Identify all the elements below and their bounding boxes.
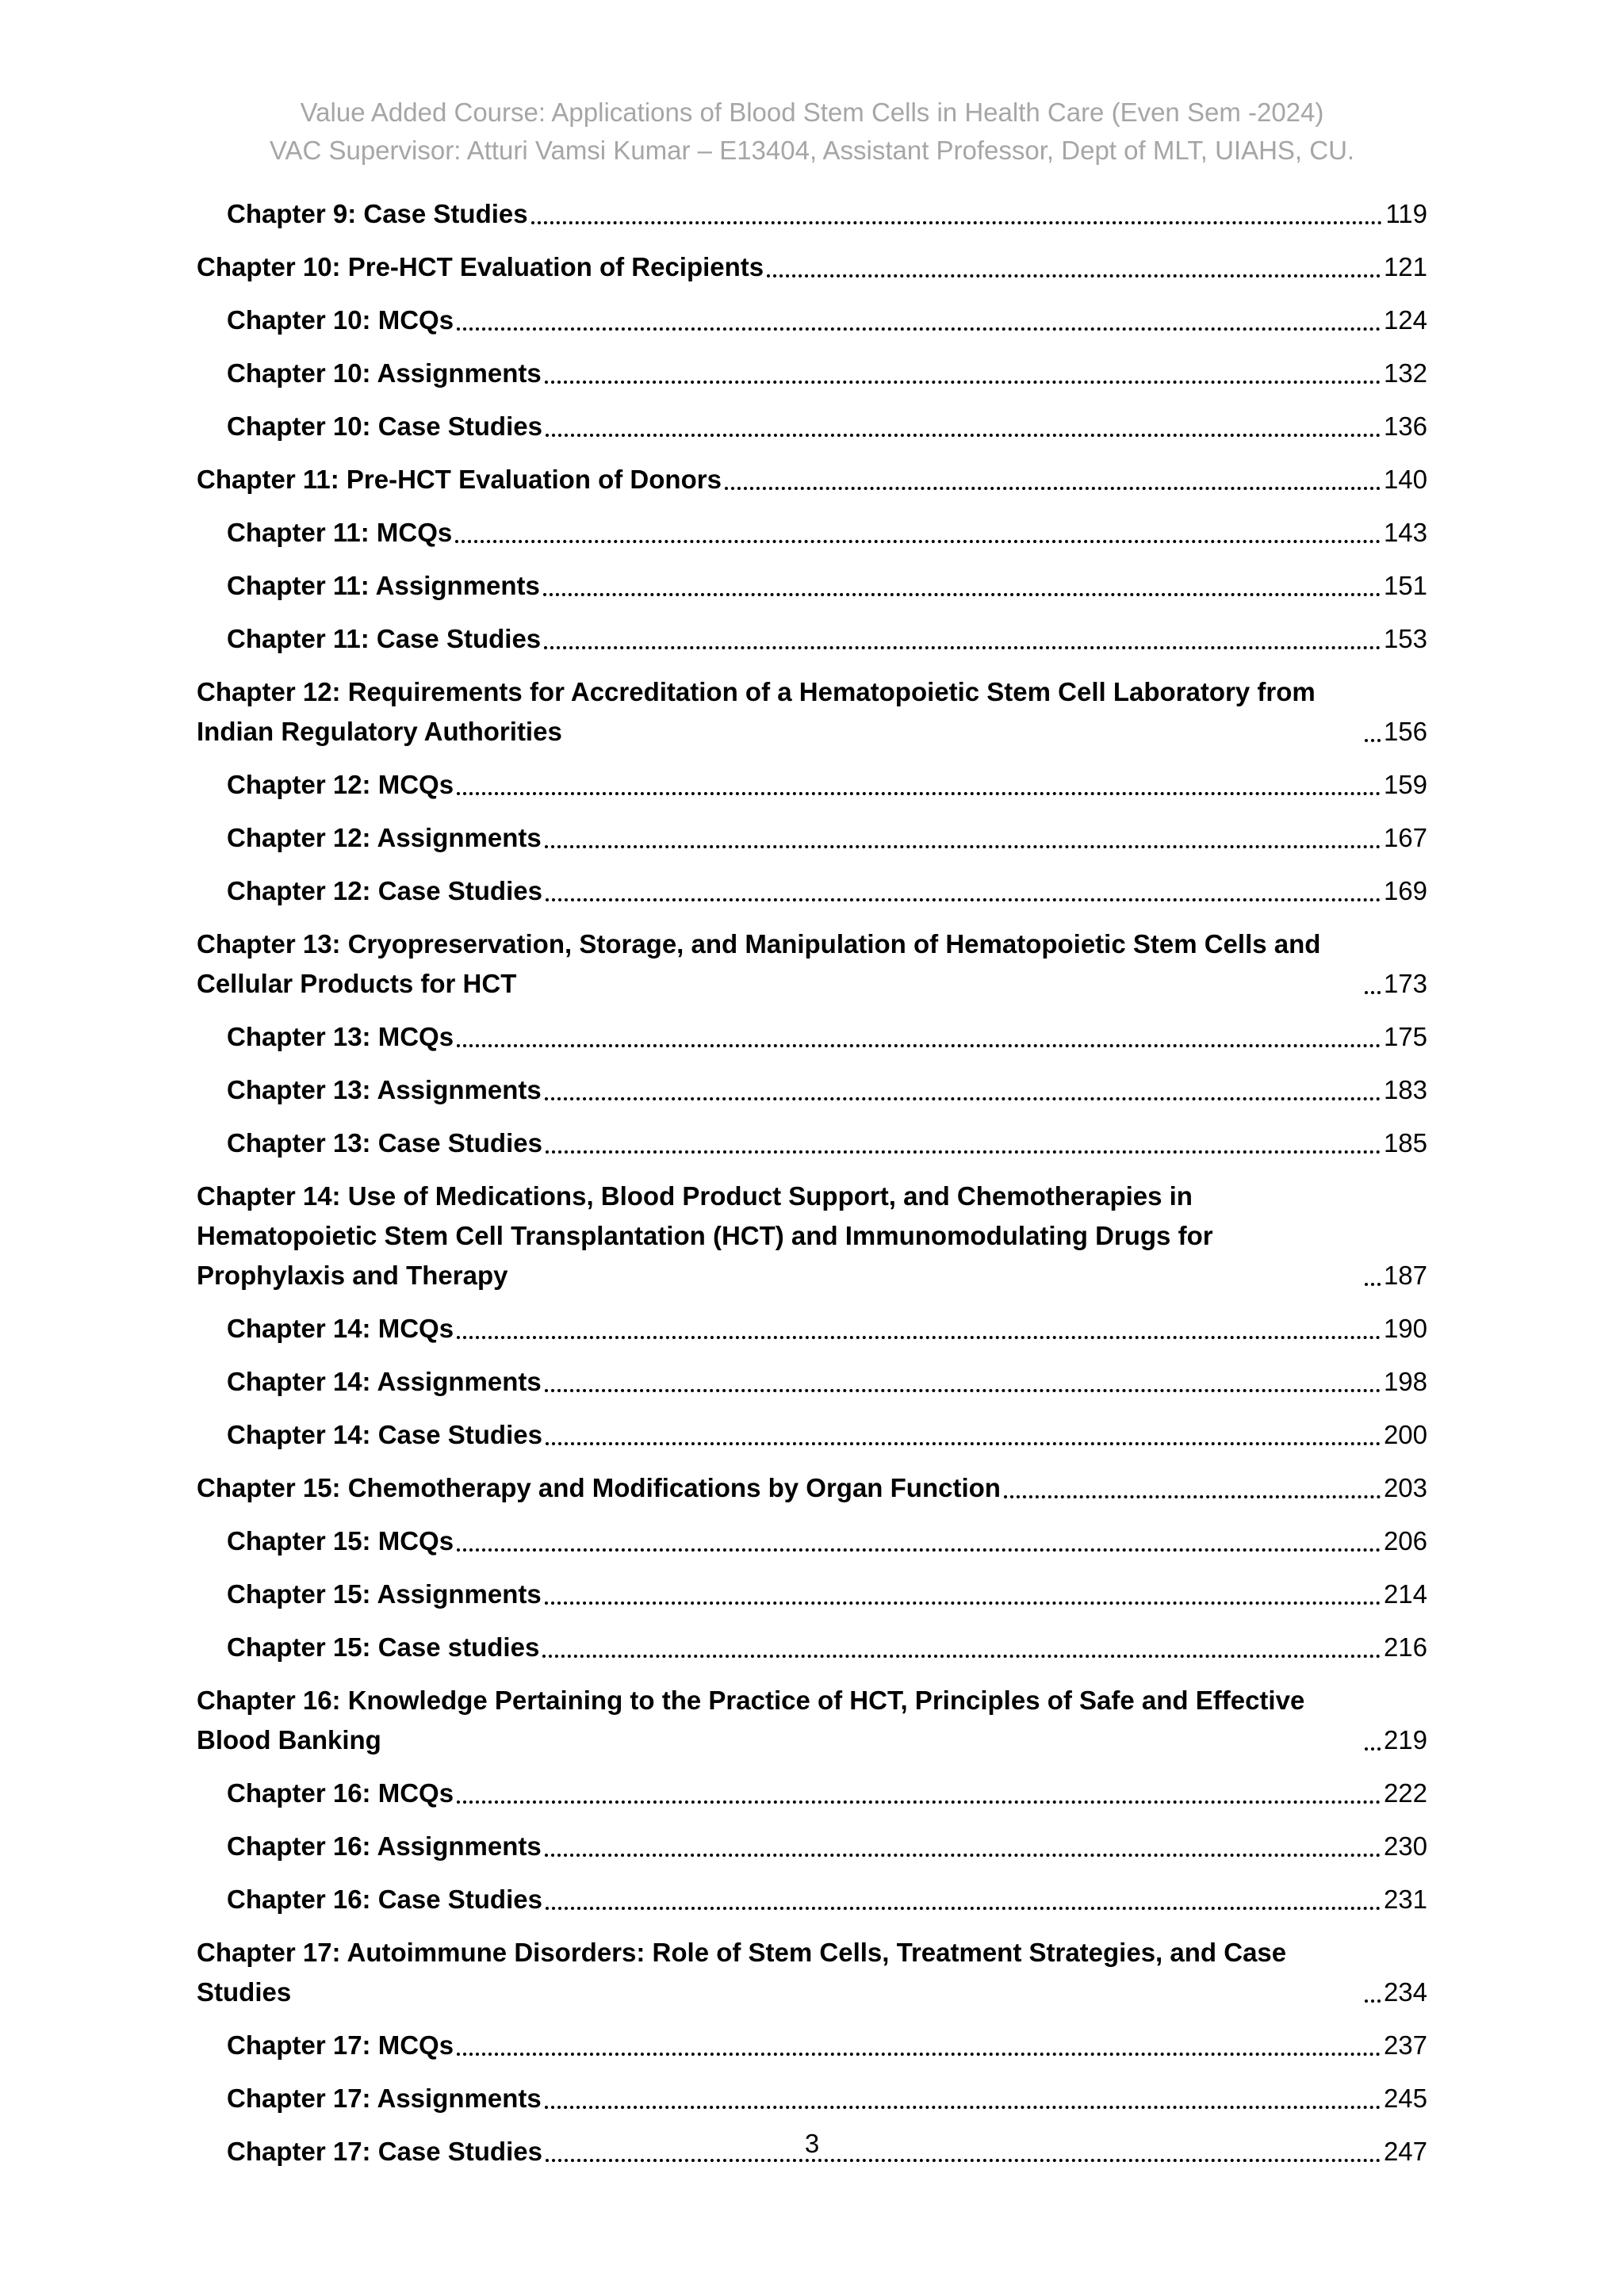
toc-entry[interactable] bbox=[197, 1362, 1427, 1402]
toc-entry-title: Chapter 16: Knowledge Pertaining to the Practice of HCT, Principles of Safe and Effective Blood Banking bbox=[197, 1686, 1305, 1755]
toc-entry[interactable] bbox=[197, 513, 1427, 553]
toc-entry[interactable] bbox=[197, 566, 1427, 606]
dot-leader bbox=[546, 1442, 1381, 1445]
toc-entry-title: Chapter 15: MCQs bbox=[227, 1526, 454, 1556]
dot-leader bbox=[542, 1655, 1381, 1658]
dot-leader bbox=[455, 540, 1381, 543]
toc-entry-page: 198 bbox=[1383, 1367, 1427, 1396]
toc-entry-title: Chapter 13: Cryopreservation, Storage, and Manipulation of Hematopoietic Stem Cells and Cellular Products for HCT bbox=[197, 929, 1321, 998]
dot-leader bbox=[546, 434, 1381, 437]
toc-entry-title: Chapter 12: Assignments bbox=[227, 823, 542, 852]
toc-entry-page: 214 bbox=[1383, 1579, 1427, 1609]
dot-leader bbox=[457, 1336, 1381, 1339]
toc-entry-title: Chapter 10: Pre-HCT Evaluation of Recipients bbox=[197, 252, 764, 281]
dot-leader bbox=[545, 845, 1381, 848]
dot-leader bbox=[1004, 1495, 1381, 1498]
toc-entry-page: 219 bbox=[1383, 1725, 1427, 1755]
toc-entry[interactable] bbox=[197, 1575, 1427, 1614]
toc-entry-page: 136 bbox=[1383, 411, 1427, 441]
dot-leader bbox=[543, 593, 1381, 596]
toc-entry-page: 206 bbox=[1383, 1526, 1427, 1556]
toc-entry[interactable] bbox=[197, 194, 1427, 234]
toc-entry-title: Chapter 9: Case Studies bbox=[227, 199, 528, 228]
table-of-contents bbox=[197, 194, 1427, 2185]
toc-entry[interactable] bbox=[197, 1177, 1427, 1295]
toc-entry-title: Chapter 15: Chemotherapy and Modifications by Organ Function bbox=[197, 1473, 1001, 1502]
dot-leader bbox=[531, 221, 1383, 224]
header-course-title: Value Added Course: Applications of Blood Stem Cells in Health Care (Even Sem -2024) bbox=[300, 98, 1324, 127]
toc-entry-page: 230 bbox=[1383, 1831, 1427, 1861]
toc-entry[interactable] bbox=[197, 1827, 1427, 1866]
toc-entry-page: 183 bbox=[1383, 1075, 1427, 1104]
dot-leader bbox=[545, 1389, 1381, 1392]
dot-leader bbox=[725, 487, 1381, 490]
dot-leader bbox=[457, 2053, 1381, 2056]
toc-entry-title: Chapter 17: MCQs bbox=[227, 2030, 454, 2060]
toc-entry-page: 247 bbox=[1383, 2137, 1427, 2166]
toc-entry-title: Chapter 13: MCQs bbox=[227, 1022, 454, 1051]
toc-entry-page: 156 bbox=[1383, 717, 1427, 746]
toc-entry[interactable] bbox=[197, 1774, 1427, 1813]
toc-entry-title: Chapter 15: Case studies bbox=[227, 1632, 540, 1662]
toc-entry-page: 203 bbox=[1383, 1473, 1427, 1502]
toc-entry-title: Chapter 11: Case Studies bbox=[227, 624, 542, 653]
toc-entry-title: Chapter 10: MCQs bbox=[227, 305, 454, 335]
toc-entry[interactable] bbox=[197, 1017, 1427, 1057]
toc-entry-title: Chapter 13: Case Studies bbox=[227, 1128, 542, 1158]
toc-entry-title: Chapter 10: Assignments bbox=[227, 358, 542, 388]
dot-leader bbox=[544, 646, 1381, 649]
toc-entry-title: Chapter 17: Case Studies bbox=[227, 2137, 542, 2166]
toc-entry[interactable] bbox=[197, 1309, 1427, 1349]
toc-entry-title: Chapter 14: Case Studies bbox=[227, 1420, 542, 1449]
toc-entry[interactable] bbox=[197, 1070, 1427, 1110]
toc-entry-page: 167 bbox=[1383, 823, 1427, 852]
toc-entry-title: Chapter 16: Assignments bbox=[227, 1831, 542, 1861]
toc-entry[interactable] bbox=[197, 1681, 1427, 1760]
toc-entry[interactable] bbox=[197, 871, 1427, 911]
toc-entry-page: 216 bbox=[1383, 1632, 1427, 1662]
toc-entry-page: 119 bbox=[1385, 199, 1427, 228]
dot-leader bbox=[546, 1907, 1381, 1910]
toc-entry-title: Chapter 11: Pre-HCT Evaluation of Donors bbox=[197, 465, 722, 494]
dot-leader bbox=[546, 2159, 1381, 2162]
dot-leader bbox=[545, 1097, 1381, 1100]
dot-leader bbox=[1365, 1999, 1381, 2003]
toc-entry[interactable] bbox=[197, 924, 1427, 1004]
toc-entry-page: 153 bbox=[1383, 624, 1427, 653]
toc-entry-page: 190 bbox=[1383, 1314, 1427, 1343]
toc-entry[interactable] bbox=[197, 460, 1427, 499]
dot-leader bbox=[545, 2106, 1381, 2109]
toc-entry-title: Chapter 16: MCQs bbox=[227, 1778, 454, 1808]
toc-entry-title: Chapter 12: Requirements for Accreditation of a Hematopoietic Stem Cell Laboratory from Indian Regulatory Authorities bbox=[197, 677, 1316, 746]
toc-entry-page: 200 bbox=[1383, 1420, 1427, 1449]
dot-leader bbox=[457, 1548, 1381, 1552]
toc-entry-title: Chapter 11: MCQs bbox=[227, 518, 453, 547]
toc-entry-title: Chapter 17: Autoimmune Disorders: Role of Stem Cells, Treatment Strategies, and Case Studies bbox=[197, 1938, 1287, 2007]
dot-leader bbox=[1365, 1747, 1381, 1751]
dot-leader bbox=[545, 1854, 1381, 1857]
toc-entry-page: 124 bbox=[1383, 305, 1427, 335]
toc-entry[interactable] bbox=[197, 2079, 1427, 2118]
toc-entry-page: 173 bbox=[1383, 969, 1427, 998]
toc-entry[interactable] bbox=[197, 407, 1427, 446]
toc-entry-title: Chapter 13: Assignments bbox=[227, 1075, 542, 1104]
running-header bbox=[0, 94, 1624, 170]
toc-entry-page: 222 bbox=[1383, 1778, 1427, 1808]
dot-leader bbox=[545, 1601, 1381, 1605]
toc-entry-page: 143 bbox=[1383, 518, 1427, 547]
toc-entry[interactable] bbox=[197, 354, 1427, 393]
toc-entry-page: 121 bbox=[1383, 252, 1427, 281]
toc-entry[interactable] bbox=[197, 2026, 1427, 2065]
toc-entry-title: Chapter 15: Assignments bbox=[227, 1579, 542, 1609]
dot-leader bbox=[457, 1044, 1381, 1047]
toc-entry[interactable] bbox=[197, 1628, 1427, 1667]
toc-entry[interactable] bbox=[197, 300, 1427, 340]
dot-leader bbox=[457, 1800, 1381, 1804]
toc-entry-title: Chapter 14: Assignments bbox=[227, 1367, 542, 1396]
toc-entry-page: 151 bbox=[1383, 571, 1427, 600]
dot-leader bbox=[546, 1150, 1381, 1154]
toc-entry-page: 140 bbox=[1383, 465, 1427, 494]
toc-entry-page: 187 bbox=[1383, 1261, 1427, 1290]
toc-entry-title: Chapter 14: MCQs bbox=[227, 1314, 454, 1343]
dot-leader bbox=[767, 274, 1381, 277]
toc-entry[interactable] bbox=[197, 818, 1427, 858]
toc-entry-title: Chapter 12: MCQs bbox=[227, 770, 454, 799]
header-supervisor: VAC Supervisor: Atturi Vamsi Kumar – E13404, Assistant Professor, Dept of MLT, UIAHS, CU. bbox=[269, 136, 1355, 165]
toc-entry[interactable] bbox=[197, 1880, 1427, 1919]
toc-entry[interactable] bbox=[197, 247, 1427, 287]
toc-entry-page: 185 bbox=[1383, 1128, 1427, 1158]
toc-entry-title: Chapter 14: Use of Medications, Blood Product Support, and Chemotherapies in Hematopoietic Stem Cell Transplantation (HCT) and Immunomodulating Drugs for Prophylaxis and Therapy bbox=[197, 1181, 1213, 1290]
dot-leader bbox=[1365, 1283, 1381, 1286]
dot-leader bbox=[1365, 739, 1381, 742]
toc-entry-title: Chapter 11: Assignments bbox=[227, 571, 540, 600]
toc-entry-page: 237 bbox=[1383, 2030, 1427, 2060]
toc-entry-page: 234 bbox=[1383, 1977, 1427, 2007]
toc-entry-title: Chapter 10: Case Studies bbox=[227, 411, 542, 441]
toc-entry-title: Chapter 12: Case Studies bbox=[227, 876, 542, 905]
toc-entry-title: Chapter 16: Case Studies bbox=[227, 1885, 542, 1914]
toc-entry[interactable] bbox=[197, 1468, 1427, 1508]
toc-entry[interactable] bbox=[197, 1933, 1427, 2012]
toc-entry-page: 231 bbox=[1383, 1885, 1427, 1914]
dot-leader bbox=[1365, 991, 1381, 994]
toc-entry-page: 175 bbox=[1383, 1022, 1427, 1051]
toc-entry-page: 132 bbox=[1383, 358, 1427, 388]
toc-entry[interactable] bbox=[197, 765, 1427, 805]
dot-leader bbox=[457, 327, 1381, 331]
dot-leader bbox=[546, 898, 1381, 901]
toc-entry-page: 159 bbox=[1383, 770, 1427, 799]
page-number: 3 bbox=[804, 2129, 820, 2158]
toc-entry[interactable] bbox=[197, 1415, 1427, 1455]
toc-entry[interactable] bbox=[197, 1123, 1427, 1163]
toc-entry-page: 169 bbox=[1383, 876, 1427, 905]
dot-leader bbox=[545, 381, 1381, 384]
toc-entry[interactable] bbox=[197, 672, 1427, 752]
toc-entry[interactable] bbox=[197, 619, 1427, 659]
toc-entry-title: Chapter 17: Assignments bbox=[227, 2084, 542, 2113]
toc-entry[interactable] bbox=[197, 1521, 1427, 1561]
dot-leader bbox=[457, 792, 1381, 795]
toc-entry-page: 245 bbox=[1383, 2084, 1427, 2113]
